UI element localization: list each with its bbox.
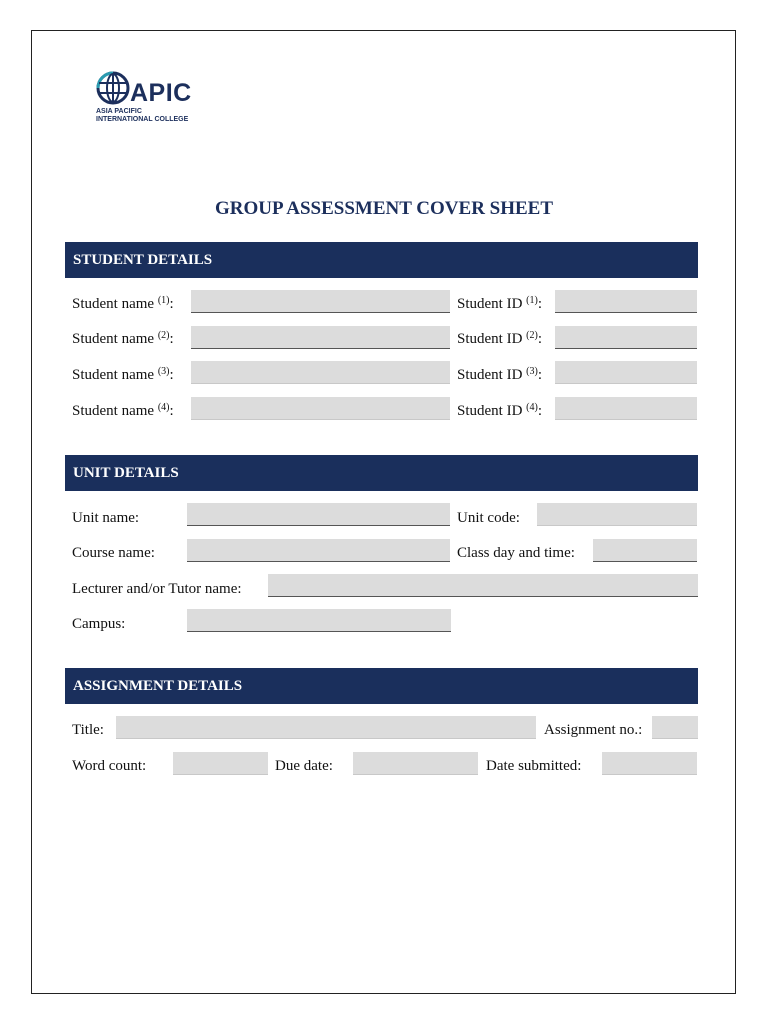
lecturer-tutor-label: Lecturer and/or Tutor name: <box>72 581 242 597</box>
unit-code-label: Unit code: <box>457 510 520 526</box>
student-name-field-2[interactable] <box>191 326 450 349</box>
unit-name-label: Unit name: <box>72 510 140 526</box>
date-submitted-label: Date submitted: <box>486 758 582 774</box>
word-count-field[interactable] <box>173 752 268 775</box>
student-id-field-2[interactable] <box>555 326 697 349</box>
course-name-label: Course name: <box>72 545 155 561</box>
apic-logo <box>95 68 215 128</box>
student-id-label-4: Student ID $^{(4)}$: <box>457 402 543 419</box>
class-day-time-field[interactable] <box>593 539 697 562</box>
word-count-label: Word count: <box>72 758 147 774</box>
student-id-label-2: Student ID $^{(2)}$: <box>457 330 543 347</box>
student-name-label-2: Student name $^{(2)}$: <box>72 330 174 347</box>
due-date-label: Due date: <box>275 758 333 774</box>
student-name-field-4[interactable] <box>191 397 450 420</box>
due-date-field[interactable] <box>353 752 478 775</box>
logo-wordmark: APIC <box>130 79 192 107</box>
assignment-title-field[interactable] <box>116 716 536 739</box>
course-name-field[interactable] <box>187 539 450 562</box>
logo-subtitle <box>96 108 226 124</box>
student-name-field-1[interactable] <box>191 290 450 313</box>
globe-icon <box>95 70 131 106</box>
logo-subtitle-line1: ASIA PACIFIC <box>96 108 142 115</box>
assignment-no-field[interactable] <box>652 716 698 739</box>
unit-code-field[interactable] <box>537 503 697 526</box>
student-id-field-4[interactable] <box>555 397 697 420</box>
student-id-field-1[interactable] <box>555 290 697 313</box>
class-day-time-label: Class day and time: <box>457 545 575 561</box>
student-id-label-1: Student ID $^{(1)}$: <box>457 295 543 312</box>
student-name-field-3[interactable] <box>191 361 450 384</box>
date-submitted-field[interactable] <box>602 752 697 775</box>
student-id-field-3[interactable] <box>555 361 697 384</box>
unit-details-header: UNIT DETAILS <box>65 455 698 491</box>
campus-field[interactable] <box>187 609 451 632</box>
student-name-label-4: Student name $^{(4)}$: <box>72 402 174 419</box>
campus-label: Campus: <box>72 616 126 632</box>
document-title: GROUP ASSESSMENT COVER SHEET <box>214 198 554 219</box>
assignment-title-label: Title: <box>72 722 104 738</box>
student-details-header: STUDENT DETAILS <box>65 242 698 278</box>
assignment-no-label: Assignment no.: <box>544 722 643 738</box>
logo-subtitle-line2: INTERNATIONAL COLLEGE <box>96 116 189 123</box>
unit-name-field[interactable] <box>187 503 450 526</box>
student-name-label-3: Student name $^{(3)}$: <box>72 366 174 383</box>
student-name-label-1: Student name $^{(1)}$: <box>72 295 174 312</box>
student-id-label-3: Student ID $^{(3)}$: <box>457 366 543 383</box>
lecturer-tutor-field[interactable] <box>268 574 698 597</box>
assignment-details-header: ASSIGNMENT DETAILS <box>65 668 698 704</box>
